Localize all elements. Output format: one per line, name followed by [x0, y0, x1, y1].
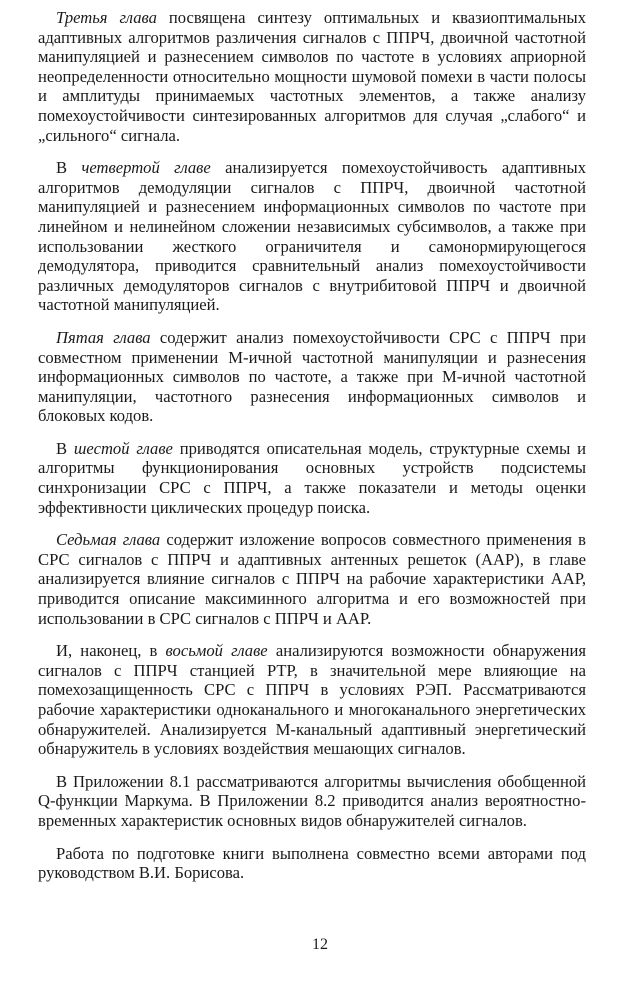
paragraph-acknowledgement	[38, 844, 586, 883]
paragraph-chapter-4	[38, 158, 586, 315]
chapter-title: шестой главе	[73, 438, 173, 458]
paragraph-appendix	[38, 772, 586, 831]
paragraph-text: приводятся описательная модель, структурные схемы и алгоритмы функционирования основных устройств подсистемы синхронизации СРС с ППРЧ, а также показатели и методы оценки эффективности циклических процедур поиска.	[38, 438, 586, 517]
paragraph-lead: В	[56, 438, 74, 458]
chapter-title: Седьмая глава	[56, 530, 161, 550]
paragraph-text: Работа по подготовке книги выполнена совместно всеми авторами под руководством В.И. Борисова.	[38, 843, 586, 883]
paragraph-lead: В	[56, 158, 82, 178]
paragraph-text: содержит изложение вопросов совместного применения в СРС сигналов с ППРЧ и адаптивных антенных решеток (ААР), в главе анализируется влияние сигналов с ППРЧ на рабочие характеристики ААР, приводится описание максиминного алгоритма и его возможностей при использовании в СРС сигналов с ППРЧ и ААР.	[38, 530, 586, 628]
paragraph-chapter-3	[38, 8, 586, 145]
paragraph-lead: И, наконец, в	[56, 641, 166, 661]
chapter-title: восьмой главе	[165, 641, 268, 661]
paragraph-text: анализируется помехоустойчивость адаптивных алгоритмов демодуляции сигналов с ППРЧ, двоичной частотной манипуляцией и разнесением информационных символов по частоте при линейном и нелинейном сложении независимых субсимволов, а также при использовании жесткого ограничителя и самонормирующегося демодулятора, приводится сравнительный анализ помехоустойчивости различных демодуляторов сигналов с внутрибитовой ППРЧ и двоичной частотной манипуляцией.	[38, 158, 587, 315]
chapter-title: Третья глава	[56, 8, 157, 27]
paragraph-chapter-8	[38, 641, 586, 759]
paragraph-text: посвящена синтезу оптимальных и квазиоптимальных адаптивных алгоритмов различения сигналов с ППРЧ, двоичной частотной манипуляцией и разнесением символов по частоте в условиях априорной неопределенности относительно мощности шумовой помехи в части полосы и амплитуды принимаемых частотных элементов, а также анализу помехоустойчивости синтезированных алгоритмов для случая „слабого“ и „сильного“ сигнала.	[38, 8, 586, 145]
paragraph-text: содержит анализ помехоустойчивости СРС с ППРЧ при совместном применении M-ичной частотной манипуляции и разнесения информационных символов по частоте, а также при M-ичной частотной манипуляции, частотного разнесения информационных символов и блоковых кодов.	[38, 327, 586, 426]
paragraph-chapter-6	[38, 439, 586, 517]
chapter-title: четвертой главе	[81, 158, 211, 178]
paragraph-chapter-7	[38, 530, 586, 628]
page-number: 12	[312, 936, 328, 953]
paragraph-text: анализируются возможности обнаружения сигналов с ППРЧ станцией РТР, в значительной мере влияющие на помехозащищенность СРС с ППРЧ в условиях РЭП. Рассматриваются рабочие характеристики одноканального и многоканального энергетических обнаружителей. Анализируется M-канальный адаптивный энергетический обнаружитель в условиях воздействия мешающих сигналов.	[38, 641, 586, 759]
page-body	[38, 8, 586, 896]
paragraph-text: В Приложении 8.1 рассматриваются алгоритмы вычисления обобщенной Q-функции Маркума. В Приложении 8.2 приводится анализ вероятностно-временных характеристик основных видов обнаружителей сигналов.	[38, 771, 586, 830]
paragraph-chapter-5	[38, 328, 586, 426]
chapter-title: Пятая глава	[56, 327, 151, 347]
